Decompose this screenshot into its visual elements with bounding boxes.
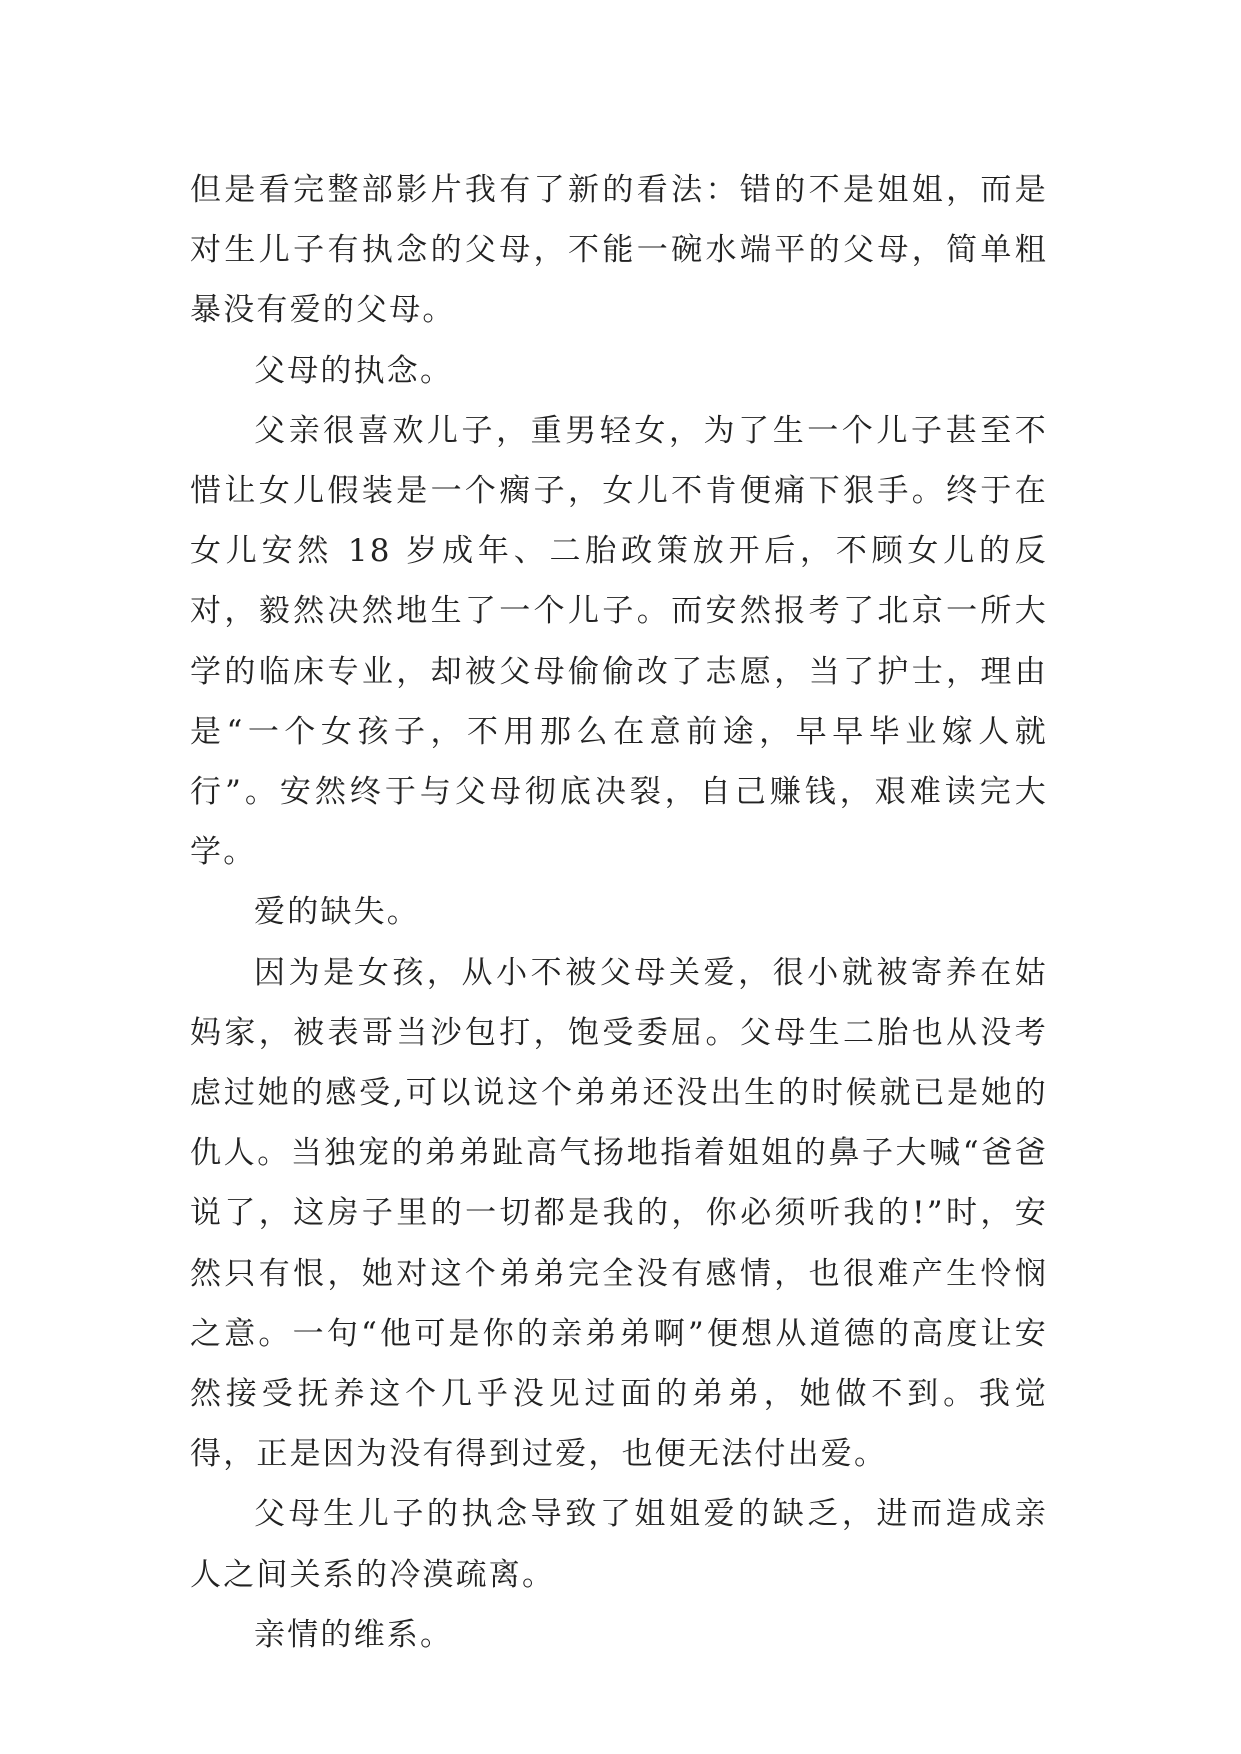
paragraph: 父母生儿子的执念导致了姐姐爱的缺乏，进而造成亲人之间关系的冷漠疏离。 bbox=[190, 1496, 1048, 1593]
section-heading-family-bond: 亲情的维系。 bbox=[254, 1616, 454, 1653]
paragraph: 但是看完整部影片我有了新的看法：错的不是姐姐，而是对生儿子有执念的父母，不能一碗水端平的父母，简单粗暴没有爱的父母。 bbox=[190, 172, 1048, 329]
section-heading-lack-of-love: 爱的缺失。 bbox=[254, 894, 420, 931]
document-body bbox=[190, 160, 1048, 1665]
section-heading-parents-obsession: 父母的执念。 bbox=[254, 352, 454, 389]
paragraph: 父亲很喜欢儿子，重男轻女，为了生一个儿子甚至不惜让女儿假装是一个瘸子，女儿不肯便痛下狠手。终于在女儿安然 18 岁成年、二胎政策放开后，不顾女儿的反对，毅然决然地生了一个儿子。而安然报考了北京一所大学的临床专业，却被父母偷偷改了志愿，当了护士，理由是“一个女孩子，不用那么在意前途，早早毕业嫁人就行”。安然终于与父母彻底决裂，自己赚钱，艰难读完大学。 bbox=[190, 412, 1048, 871]
paragraph: 因为是女孩，从小不被父母关爱，很小就被寄养在姑妈家，被表哥当沙包打，饱受委屈。父母生二胎也从没考虑过她的感受,可以说这个弟弟还没出生的时候就已是她的仇人。当独宠的弟弟趾高气扬地指着姐姐的鼻子大喊“爸爸说了，这房子里的一切都是我的，你必须听我的!”时，安然只有恨，她对这个弟弟完全没有感情，也很难产生怜悯之意。一句“他可是你的亲弟弟啊”便想从道德的高度让安然接受抚养这个几乎没见过面的弟弟，她做不到。我觉得，正是因为没有得到过爱，也便无法付出爱。 bbox=[190, 954, 1048, 1473]
